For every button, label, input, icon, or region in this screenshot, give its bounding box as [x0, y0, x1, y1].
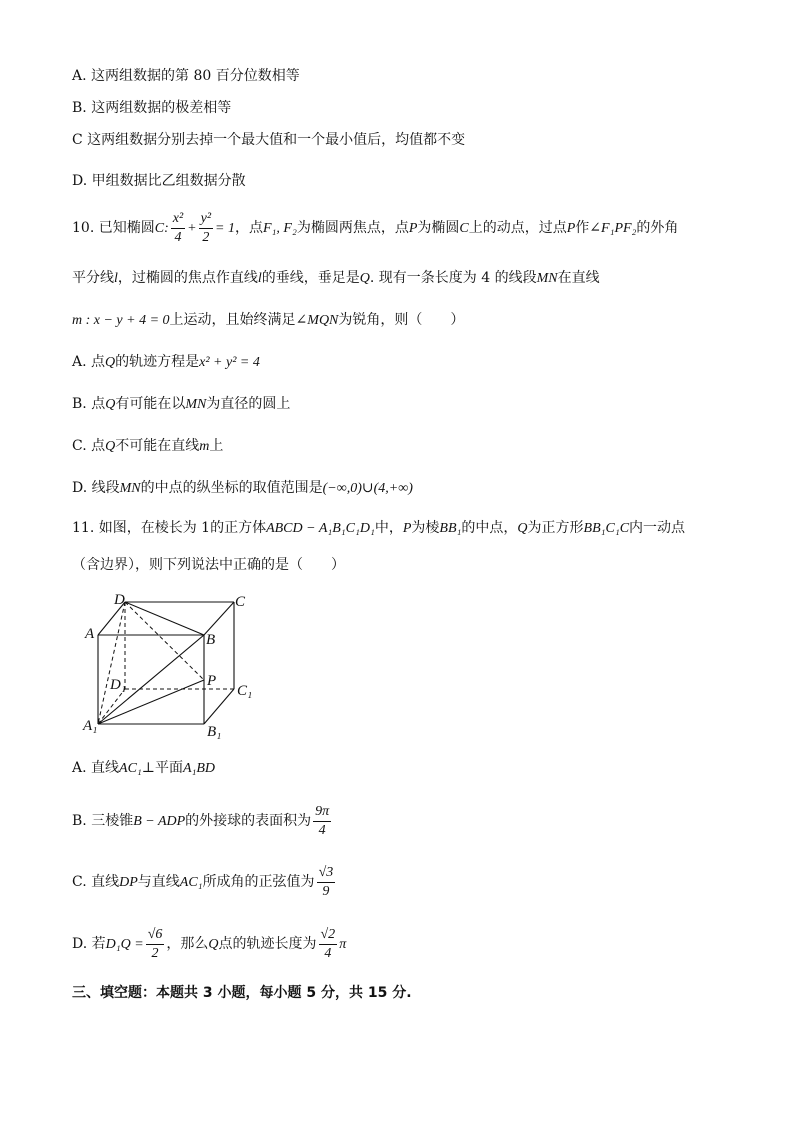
fraction-sqrt2-4: $\frac{√2}{4}$: [320, 926, 336, 961]
fraction-y2-2: $\frac{\text{y²}}{2}$: [200, 210, 212, 245]
label-D1: D₁: [110, 677, 127, 693]
section-3-heading: 三、填空题：本题共 3 小题，每小题 5 分，共 15 分.: [72, 985, 412, 1001]
q10-stem-line3: m : x − y + 4 = 0上运动，且始终满足∠MQN为锐角，则（ ）: [72, 312, 465, 328]
fraction-sqrt3-9: $\frac{√3}{9}$: [318, 864, 334, 899]
q10-option-c: C. 点Q不可能在直线m上: [72, 438, 224, 454]
q11-option-c: C. 直线DP与直线AC₁所成角的正弦值为 $\frac{√3}{9}$: [72, 864, 334, 899]
q9-option-b: B. 这两组数据的极差相等: [72, 100, 232, 116]
q10-option-a: A. 点Q的轨迹方程是x² + y² = 4: [72, 354, 260, 370]
label-C1: C₁: [237, 683, 253, 699]
q9-option-d: D. 甲组数据比乙组数据分散: [72, 173, 246, 189]
label-B1: B₁: [207, 724, 222, 740]
label-P: P: [207, 673, 217, 689]
q10-option-d: D. 线段MN的中点的纵坐标的取值范围是(−∞,0)∪(4,+∞): [72, 480, 413, 496]
label-A: A: [85, 626, 95, 642]
q11-stem-line1: 11. 如图，在棱长为 1的正方体ABCD − A₁B₁C₁D₁中，P为棱BB₁的中点，Q为正方形BB₁C₁C内一动点: [72, 520, 686, 536]
label-C: C: [235, 594, 246, 610]
q11-option-b: B. 三棱锥B − ADP的外接球的表面积为 $\frac{9\pi}{4}$: [72, 803, 330, 838]
q11-option-d: D. 若D₁Q = $\frac{√6}{2}$ ，那么Q点的轨迹长度为 $\frac{√2}{4}$ π: [72, 926, 347, 961]
q11-stem-line2: （含边界），则下列说法中正确的是（ ）: [72, 557, 345, 573]
q11-option-a: A. 直线AC₁⊥平面A₁BD: [72, 760, 216, 776]
q10-stem-line2: 平分线l，过椭圆的焦点作直线l的垂线，垂足是Q. 现有一条长度为 4 的线段MN在直线: [72, 270, 600, 286]
q9-option-c: C 这两组数据分别去掉一个最大值和一个最小值后，均值都不变: [72, 132, 466, 148]
cube-figure: [72, 588, 272, 748]
fraction-9pi-4: $\frac{9\pi}{4}$: [315, 803, 330, 838]
label-D: D: [114, 592, 125, 608]
fraction-sqrt6-2: $\frac{√6}{2}$: [147, 926, 163, 961]
label-A1: A₁: [83, 718, 98, 734]
fraction-x2-4: $\frac{\text{x²}}{4}$: [172, 210, 184, 245]
q9-option-a: A. 这两组数据的第 80 百分位数相等: [72, 68, 300, 84]
q10-stem-line1: 10. 已知椭圆C: $\frac{\text{x²}}{4}$ + $\frac{\text{y²}}{2}$ = 1，点F₁, F₂为椭圆两焦点，点P为椭圆C上的动点，过点P作∠F₁PF₂的外角: [72, 210, 679, 245]
label-B: B: [206, 632, 216, 648]
q10-option-b: B. 点Q有可能在以MN为直径的圆上: [72, 396, 291, 412]
